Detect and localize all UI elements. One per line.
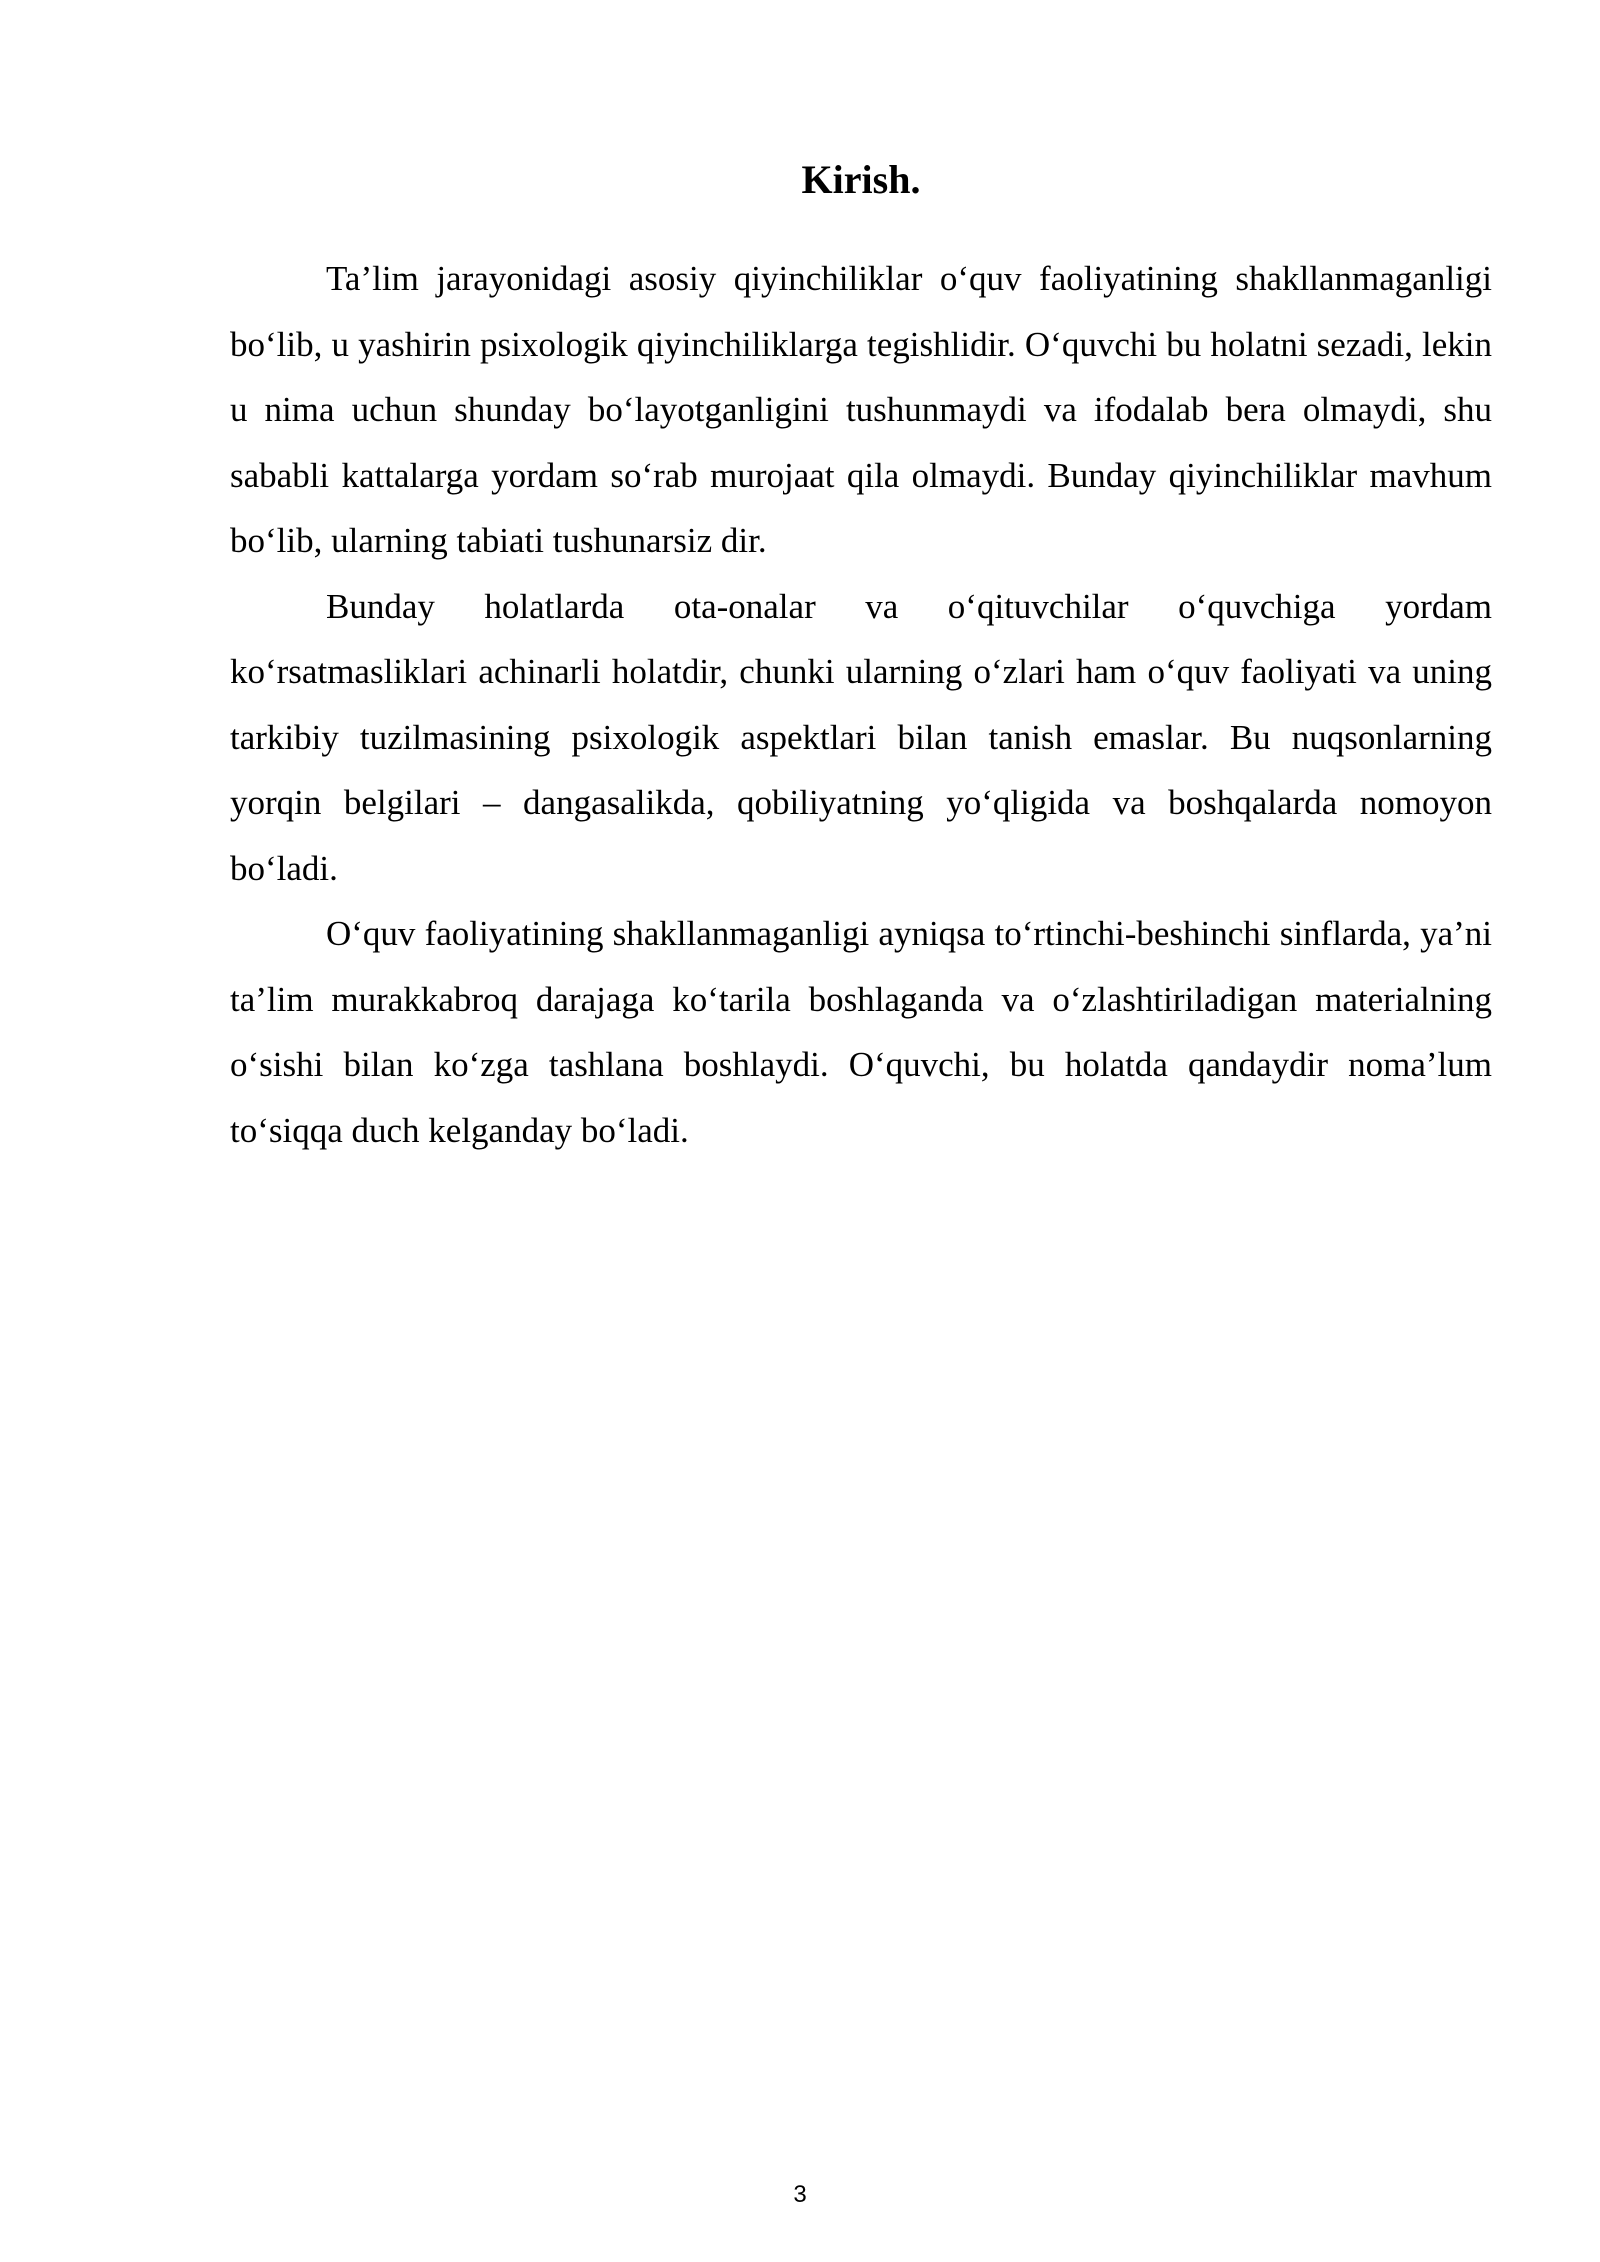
paragraph-1: Ta’lim jarayonidagi asosiy qiyinchiliklar o‘quv faoliyatining shakllanmaganligi bo‘lib, u yashirin psixologik qiyinchiliklarga tegishlidir. O‘quvchi bu holatni sezadi, lekin u nima uchun shunday bo‘layotganligini tushunmaydi va ifodalab bera olmaydi, shu sababli kattalarga yordam so‘rab murojaat qila olmaydi. Bunday qiyinchiliklar mavhum bo‘lib, ularning tabiati tushunarsiz dir. — [230, 259, 1492, 560]
body-text — [230, 246, 1492, 1163]
paragraph-3: O‘quv faoliyatining shakllanmaganligi ayniqsa to‘rtinchi-beshinchi sinflarda, ya’ni ta’lim murakkabroq darajaga ko‘tarila boshlaganda va o‘zlashtiriladigan materialning o‘sishi bilan ko‘zga tashlana boshlaydi. O‘quvchi, bu holatda qandaydir noma’lum to‘siqqa duch kelganday bo‘ladi. — [230, 914, 1492, 1150]
paragraph-2: Bunday holatlarda ota-onalar va o‘qituvchilar o‘quvchiga yordam ko‘rsatmasliklari achinarli holatdir, chunki ularning o‘zlari ham o‘quv faoliyati va uning tarkibiy tuzilmasining psixologik aspektlari bilan tanish emaslar. Bu nuqsonlarning yorqin belgilari – dangasalikda, qobiliyatning yo‘qligida va boshqalarda nomoyon bo‘ladi. — [230, 586, 1492, 888]
page-title: Kirish. — [801, 157, 921, 202]
page-number: 3 — [793, 2181, 807, 2208]
page-content — [230, 150, 1492, 1163]
